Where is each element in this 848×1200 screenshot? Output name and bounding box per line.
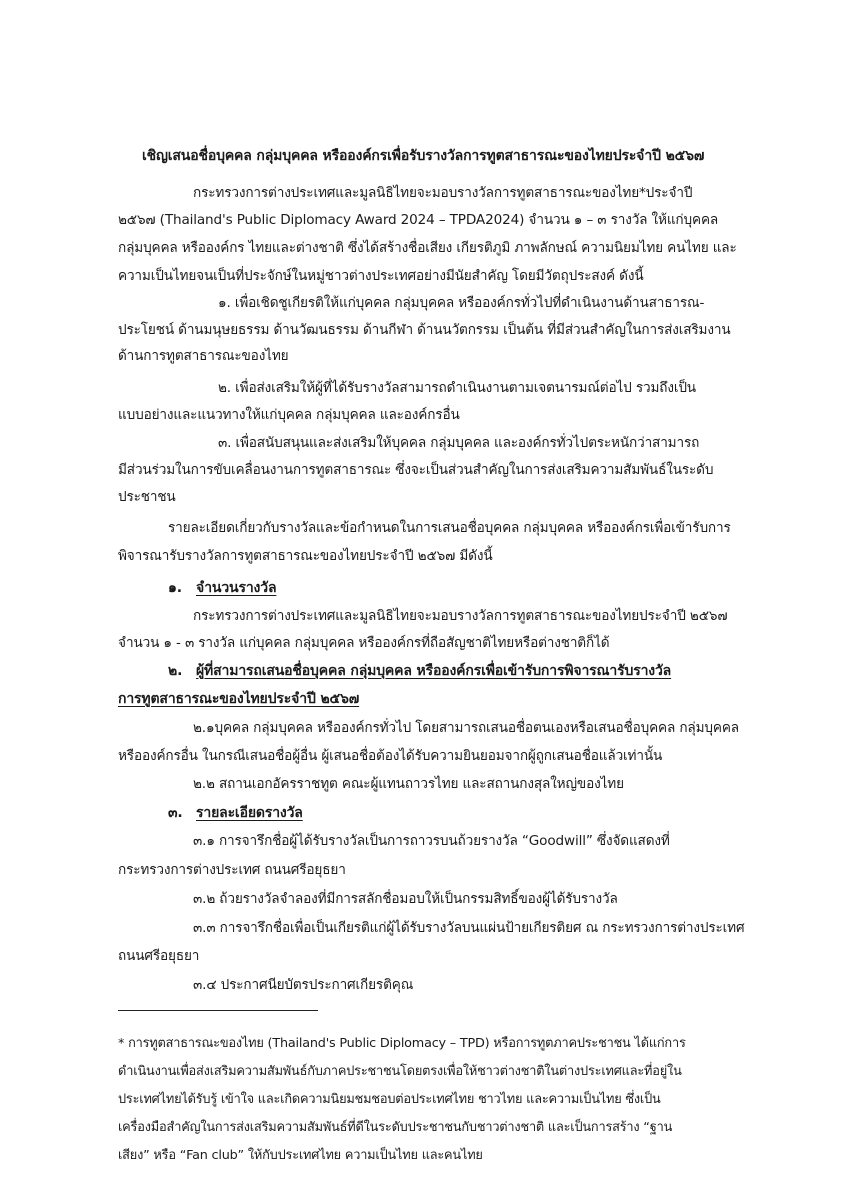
footnote-line: ประเทศไทยได้รับรู้ เข้าใจ และเกิดความนิยมชมชอบต่อประเทศไทย ชาวไทย และความเป็นไทย ซึ่งเป็น (118, 1092, 661, 1107)
objective-line: ๑. เพื่อเชิดชูเกียรติให้แก่บุคคล กลุ่มบุคคล หรือองค์กรทั่วไปที่ดำเนินงานด้านสาธารณ- (218, 295, 705, 311)
item-2-2: ๒.๒ สถานเอกอัครราชทูต คณะผู้แทนถาวรไทย และสถานกงสุลใหญ่ของไทย (193, 776, 624, 792)
objective-line: ประชาชน (118, 489, 176, 505)
objective-line: ๒. เพื่อส่งเสริมให้ผู้ที่ได้รับรางวัลสามารถดำเนินงานตามเจตนารมณ์ต่อไป รวมถึงเป็น (218, 380, 696, 396)
intro-line: ๒๕๖๗ (Thailand's Public Diplomacy Award 2024 – TPDA2024) จำนวน ๑ – ๓ รางวัล ให้แก่บุคคล (118, 212, 719, 228)
footnote-line: * การทูตสาธารณะของไทย (Thailand's Public Diplomacy – TPD) หรือการทูตภาคประชาชน ได้แก่การ (118, 1036, 686, 1051)
section-2-heading: การทูตสาธารณะของไทยประจำปี ๒๕๖๗ (118, 691, 360, 707)
intro-line: ความเป็นไทยจนเป็นที่ประจักษ์ในหมู่ชาวต่างประเทศอย่างมีนัยสำคัญ โดยมีวัตถุประสงค์ ดังนี้ (118, 268, 644, 284)
footnote-line: เครื่องมือสำคัญในการส่งเสริมความสัมพันธ์ที่ดีในระดับประชาชนกับชาวต่างชาติ และเป็นการสร้าง “ฐาน (118, 1120, 673, 1135)
intro-line: กลุ่มบุคคล หรือองค์กร ไทยและต่างชาติ ซึ่งได้สร้างชื่อเสียง เกียรติภูมิ ภาพลักษณ์ ความนิยมไทย คนไทย และ (118, 240, 737, 256)
item-3-1-line: ๓.๑ การจารึกชื่อผู้ได้รับรางวัลเป็นการถาวรบนถ้วยรางวัล “Goodwill” ซึ่งจัดแสดงที่ (193, 833, 670, 849)
item-2-1-line: หรือองค์กรอื่น ในกรณีเสนอชื่อผู้อื่น ผู้เสนอชื่อต้องได้รับความยินยอมจากผู้ถูกเสนอชื่อแล้วเท่านั้น (118, 748, 663, 764)
objective-line: แบบอย่างและแนวทางให้แก่บุคคล กลุ่มบุคคล และองค์กรอื่น (118, 407, 460, 423)
section-1-line: จำนวน ๑ - ๓ รางวัล แก่บุคคล กลุ่มบุคคล หรือองค์กรที่ถือสัญชาติไทยหรือต่างชาติก็ได้ (118, 635, 610, 651)
footnote-rule (118, 1010, 318, 1011)
footnote-line: เสียง” หรือ “Fan club” ให้กับประเทศไทย ความเป็นไทย และคนไทย (118, 1148, 483, 1163)
item-3-4: ๓.๔ ประกาศนียบัตรประกาศเกียรติคุณ (193, 977, 414, 993)
section-2-number: ๒. (168, 663, 183, 679)
objective-line: ด้านการทูตสาธารณะของไทย (118, 348, 289, 364)
objective-line: มีส่วนร่วมในการขับเคลื่อนงานการทูตสาธารณะ ซึ่งจะเป็นส่วนสำคัญในการส่งเสริมความสัมพันธ์ในระดับ (118, 462, 714, 478)
section-1-heading: จำนวนรางวัล (196, 580, 277, 596)
footnote-line: ดำเนินงานเพื่อส่งเสริมความสัมพันธ์กับภาคประชาชนโดยตรงเพื่อให้ชาวต่างชาติในต่างประเทศและที่อยู่ใน (118, 1064, 682, 1079)
intro-line: กระทรวงการต่างประเทศและมูลนิธิไทยจะมอบรางวัลการทูตสาธารณะของไทย*ประจำปี (193, 185, 693, 201)
section-1-line: กระทรวงการต่างประเทศและมูลนิธิไทยจะมอบรางวัลการทูตสาธารณะของไทยประจำปี ๒๕๖๗ (193, 608, 728, 624)
item-3-3-line: ถนนศรีอยุธยา (118, 948, 200, 964)
objective-line: ๓. เพื่อสนับสนุนและส่งเสริมให้บุคคล กลุ่มบุคคล และองค์กรทั่วไปตระหนักว่าสามารถ (218, 435, 700, 451)
objective-line: ประโยชน์ ด้านมนุษยธรรม ด้านวัฒนธรรม ด้านกีฬา ด้านนวัตกรรม เป็นต้น ที่มีส่วนสำคัญในการส่งเสริมงาน (118, 322, 731, 338)
section-3-number: ๓. (168, 805, 183, 821)
item-3-1-line: กระทรวงการต่างประเทศ ถนนศรีอยุธยา (118, 862, 346, 878)
item-3-2: ๓.๒ ถ้วยรางวัลจำลองที่มีการสลักชื่อมอบให้เป็นกรรมสิทธิ์ของผู้ได้รับรางวัล (193, 891, 618, 907)
item-2-1-line: ๒.๑บุคคล กลุ่มบุคคล หรือองค์กรทั่วไป โดยสามารถเสนอชื่อตนเองหรือเสนอชื่อบุคคล กลุ่มบุคคล (193, 720, 739, 736)
section-2-heading: ผู้ที่สามารถเสนอชื่อบุคคล กลุ่มบุคคล หรือองค์กรเพื่อเข้ารับการพิจารณารับรางวัล (196, 663, 672, 679)
item-3-3-line: ๓.๓ การจารึกชื่อเพื่อเป็นเกียรติแก่ผู้ได้รับรางวัลบนแผ่นป้ายเกียรติยศ ณ กระทรวงการต่างประเทศ (193, 920, 745, 936)
details-intro-line: พิจารณารับรางวัลการทูตสาธารณะของไทยประจำปี ๒๕๖๗ มีดังนี้ (118, 548, 493, 564)
details-intro-line: รายละเอียดเกี่ยวกับรางวัลและข้อกำหนดในการเสนอชื่อบุคคล กลุ่มบุคคล หรือองค์กรเพื่อเข้ารับการ (168, 520, 731, 536)
document-title: เชิญเสนอชื่อบุคคล กลุ่มบุคคล หรือองค์กรเพื่อรับรางวัลการทูตสาธารณะของไทยประจำปี ๒๕๖๗ (142, 148, 705, 164)
section-3-heading: รายละเอียดรางวัล (196, 805, 303, 821)
section-1-number: ๑. (168, 580, 182, 596)
